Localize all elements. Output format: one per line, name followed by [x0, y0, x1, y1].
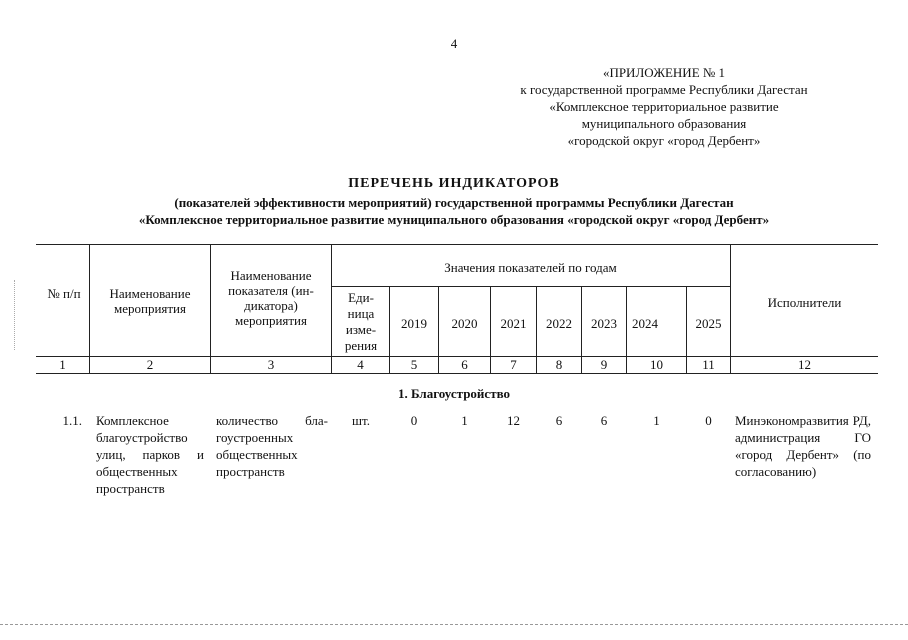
document-title: ПЕРЕЧЕНЬ ИНДИКАТОРОВ — [348, 176, 560, 191]
appendix-line: «Комплексное территориальное развитие — [549, 99, 779, 114]
column-number: 5 — [410, 357, 418, 372]
row-unit: шт. — [352, 413, 370, 428]
row-value: 6 — [555, 413, 563, 428]
row-executors: Минэкономразвития РД, администрация ГО «город Дербент» (по согласованию) — [735, 413, 871, 479]
col-divider — [89, 244, 90, 373]
header-num: № п/п — [47, 286, 81, 301]
header-values-group: Значения показателей по годам — [444, 260, 617, 275]
row-value: 1 — [461, 413, 468, 428]
column-number: 1 — [59, 357, 66, 372]
subtitle-line: (показателей эффективности мероприятий) государственной программы Республики Дагестан — [174, 195, 734, 210]
column-number: 9 — [600, 357, 608, 372]
subtitle-line: «Комплексное территориальное развитие муниципального образования «городской округ «город Дербент» — [138, 212, 770, 227]
header-year: 2024 — [632, 316, 658, 331]
column-number: 4 — [357, 357, 364, 372]
header-year: 2020 — [451, 316, 478, 331]
header-event-name: Наименование мероприятия — [109, 286, 191, 316]
column-number: 6 — [461, 357, 468, 372]
header-year: 2019 — [401, 316, 427, 331]
header-indicator-name: Наименование показателя (ин-дикатора) мероприятия — [228, 268, 314, 328]
col-divider — [210, 244, 211, 373]
scan-edge-line — [0, 624, 908, 625]
row-value: 12 — [507, 413, 520, 428]
row-value: 1 — [653, 413, 660, 428]
row-value: 0 — [705, 413, 712, 428]
appendix-line: муниципального образования — [581, 116, 747, 131]
column-number: 2 — [146, 357, 154, 372]
appendix-line: к государственной программе Республики Дагестан — [520, 82, 808, 97]
number-row-bottom-border — [36, 373, 878, 374]
column-number: 10 — [650, 357, 663, 372]
appendix-line: «ПРИЛОЖЕНИЕ № 1 — [602, 65, 726, 80]
column-number: 11 — [702, 357, 715, 372]
column-number: 12 — [798, 357, 811, 372]
row-value: 0 — [410, 413, 418, 428]
row-value: 6 — [600, 413, 608, 428]
header-year: 2022 — [546, 316, 572, 331]
section-title: 1. Благоустройство — [397, 386, 511, 401]
values-group-divider — [331, 286, 730, 287]
column-number: 8 — [555, 357, 563, 372]
row-indicator-name: количество бла-гоустроенных общественных пространств — [216, 413, 328, 479]
appendix-line: «городской округ «город Дербент» — [567, 133, 761, 148]
appendix-header — [470, 64, 858, 149]
header-year: 2021 — [500, 316, 527, 331]
header-executors: Исполнители — [767, 295, 842, 310]
header-year: 2025 — [695, 316, 722, 331]
header-unit: Еди-ница изме-рения — [344, 290, 378, 353]
row-event-name: Комплексное благоустройство улиц, парков и общественных пространств — [96, 413, 204, 496]
table-top-border — [36, 244, 878, 245]
page-number: 4 — [450, 36, 458, 51]
scan-margin-mark — [14, 280, 15, 350]
column-number: 7 — [510, 357, 517, 372]
document-subtitle — [30, 194, 878, 228]
header-year: 2023 — [591, 316, 617, 331]
row-number: 1.1. — [62, 413, 82, 428]
column-number: 3 — [267, 357, 275, 372]
